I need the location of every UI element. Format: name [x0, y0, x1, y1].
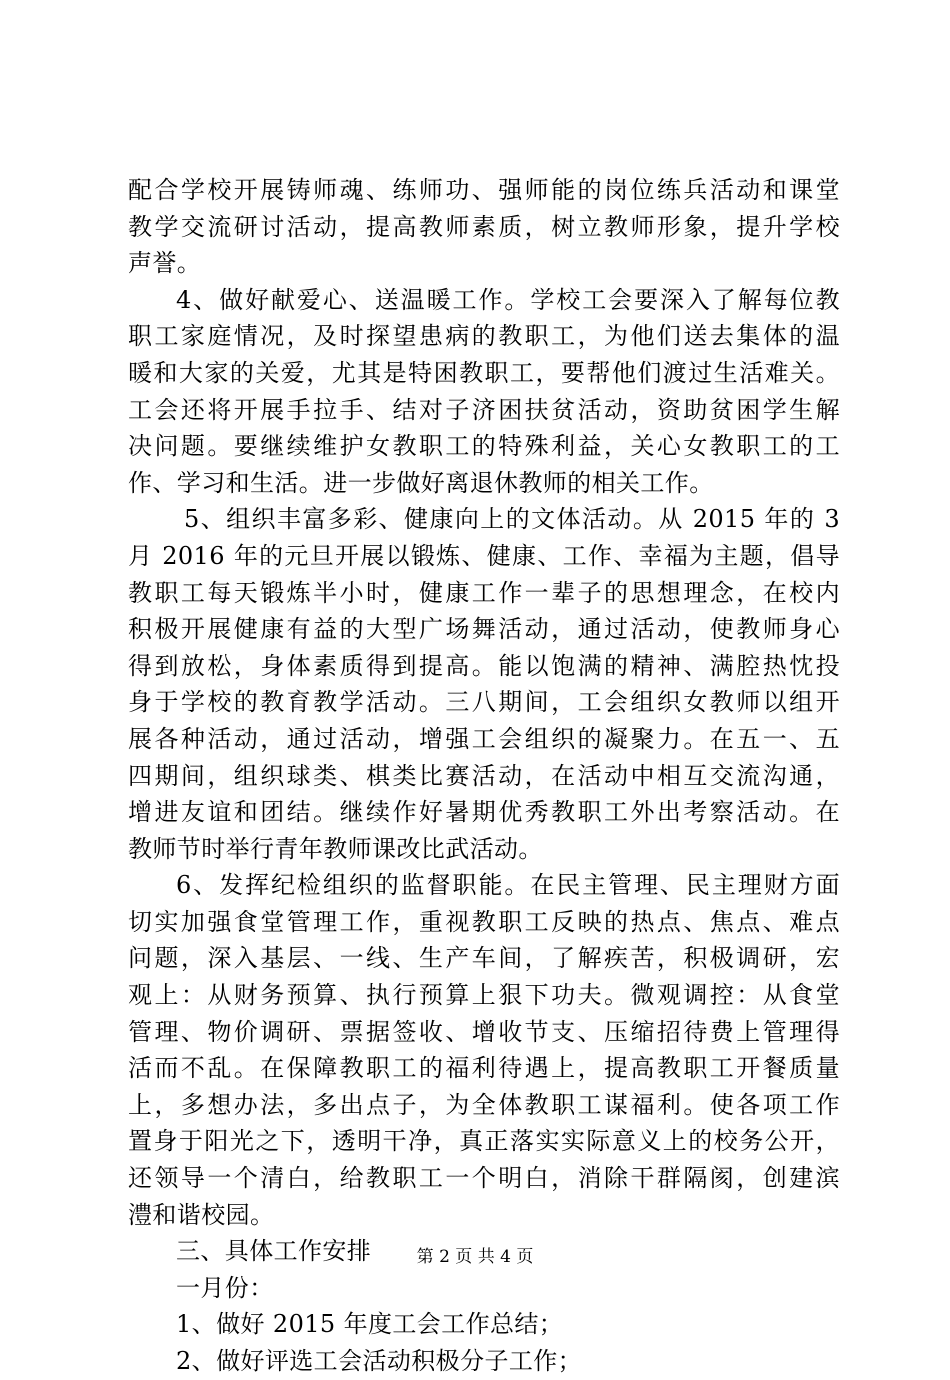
text-line-11: 月 2016 年的元旦开展以锻炼、健康、工作、幸福为主题，倡导: [128, 541, 840, 570]
text-line-21: 切实加强食堂管理工作，重视教职工反映的热点、焦点、难点: [128, 907, 840, 936]
text-line-25: 活而不乱。在保障教职工的福利待遇上，提高教职工开餐质量: [128, 1054, 840, 1083]
text-line-5: 职工家庭情况，及时探望患病的教职工，为他们送去集体的温: [128, 322, 840, 351]
text-line-29: 澧和谐校园。: [128, 1200, 275, 1229]
section-heading: 三、具体工作安排: [176, 1237, 372, 1266]
text-line-23: 观上：从财务预算、执行预算上狠下功夫。微观调控：从食堂: [128, 981, 840, 1010]
text-line-28: 还领导一个清白，给教职工一个明白，消除干群隔阂，创建滨: [128, 1164, 840, 1193]
text-line-2: 教学交流研讨活动，提高教师素质，树立教师形象，提升学校: [128, 212, 840, 241]
paragraph-4-heading-line: 4、做好献爱心、送温暖工作。学校工会要深入了解每位教: [176, 285, 840, 314]
text-line-22: 问题，深入基层、一线、生产车间，了解疾苦，积极调研，宏: [128, 944, 840, 973]
text-line-17: 四期间，组织球类、棋类比赛活动，在活动中相互交流沟通，: [128, 761, 840, 790]
page-number-footer: 第 2 页 共 4 页: [416, 1247, 534, 1267]
text-line-12: 教职工每天锻炼半小时，健康工作一辈子的思想理念，在校内: [128, 578, 840, 607]
text-line-27: 置身于阳光之下，透明干净，真正落实实际意义上的校务公开，: [128, 1127, 840, 1156]
text-line-26: 上，多想办法，多出点子，为全体教职工谋福利。使各项工作: [128, 1090, 840, 1119]
list-item-2: 2、做好评选工会活动积极分子工作；: [176, 1347, 583, 1375]
paragraph-5-heading-line: 5、组织丰富多彩、健康向上的文体活动。从 2015 年的 3: [184, 505, 840, 534]
text-line-9: 作、学习和生活。进一步做好离退休教师的相关工作。: [128, 468, 714, 497]
text-line-13: 积极开展健康有益的大型广场舞活动，通过活动，使教师身心: [128, 615, 840, 644]
month-heading: 一月份：: [176, 1273, 274, 1302]
paragraph-6-heading-line: 6、发挥纪检组织的监督职能。在民主管理、民主理财方面: [176, 871, 840, 900]
list-item-1: 1、做好 2015 年度工会工作总结；: [176, 1310, 564, 1339]
text-line-1: 配合学校开展铸师魂、练师功、强师能的岗位练兵活动和课堂: [128, 176, 840, 204]
text-line-7: 工会还将开展手拉手、结对子济困扶贫活动，资助贫困学生解: [128, 395, 840, 424]
text-line-3: 声誉。: [128, 249, 202, 278]
text-line-19: 教师节时举行青年教师课改比武活动。: [128, 834, 543, 863]
text-line-8: 决问题。要继续维护女教职工的特殊利益，关心女教职工的工: [128, 432, 840, 461]
text-line-6: 暖和大家的关爱，尤其是特困教职工，要帮他们渡过生活难关。: [128, 358, 840, 387]
document-body: [128, 172, 840, 1380]
text-line-16: 展各种活动，通过活动，增强工会组织的凝聚力。在五一、五: [128, 724, 840, 753]
text-line-18: 增进友谊和团结。继续作好暑期优秀教职工外出考察活动。在: [128, 798, 840, 827]
text-line-14: 得到放松，身体素质得到提高。能以饱满的精神、满腔热忱投: [128, 651, 840, 680]
text-line-24: 管理、物价调研、票据签收、增收节支、压缩招待费上管理得: [128, 1017, 840, 1046]
text-line-15: 身于学校的教育教学活动。三八期间，工会组织女教师以组开: [128, 688, 840, 717]
